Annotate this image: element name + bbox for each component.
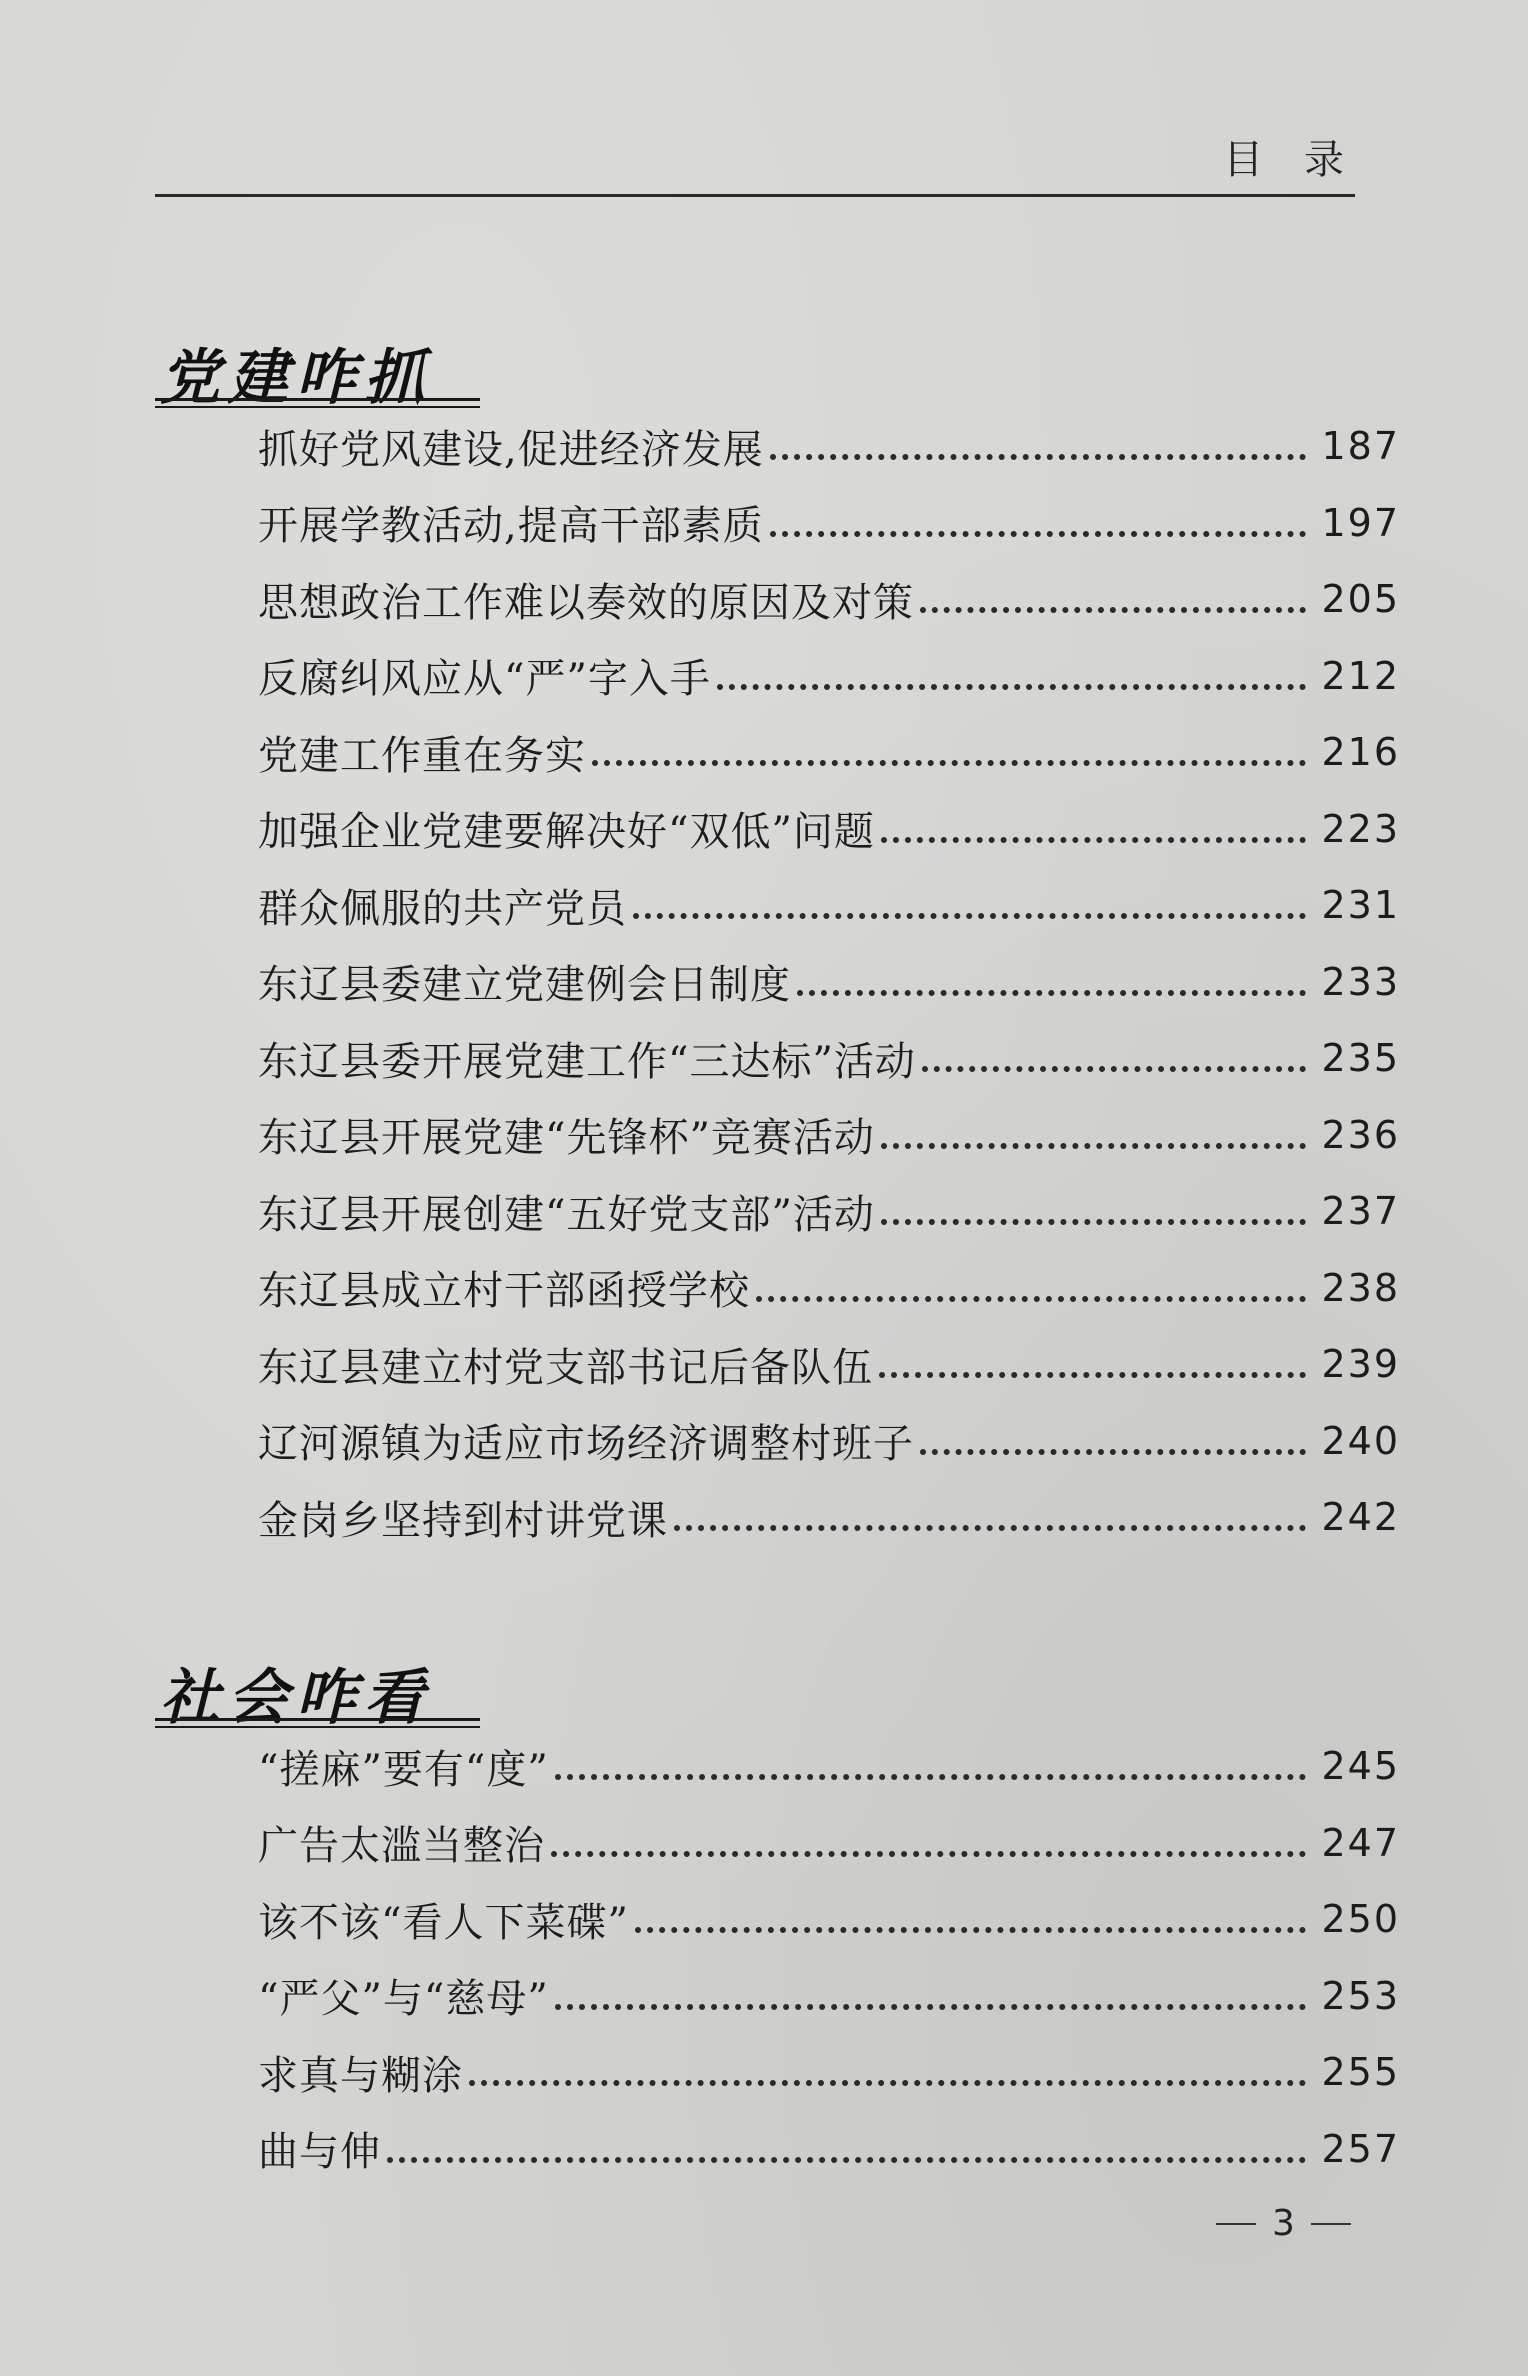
leader-dots — [797, 990, 1306, 996]
entry-title: 辽河源镇为适应市场经济调整村班子 — [258, 1421, 914, 1468]
leader-dots — [770, 454, 1306, 460]
leader-dots — [922, 1066, 1306, 1072]
toc-entry[interactable] — [258, 1097, 1400, 1174]
entry-title: 加强企业党建要解决好“双低”问题 — [258, 809, 875, 856]
folio-dash-left — [1216, 2223, 1256, 2225]
folio-dash-right — [1311, 2223, 1351, 2225]
entry-title: 东辽县委开展党建工作“三达标”活动 — [258, 1038, 916, 1085]
entry-page: 238 — [1321, 1265, 1400, 1310]
entry-title: 金岗乡坚持到村讲党课 — [258, 1497, 668, 1544]
leader-dots — [879, 1372, 1306, 1378]
entry-page: 242 — [1321, 1495, 1400, 1540]
entry-title: 群众佩服的共产党员 — [258, 885, 627, 932]
toc-entry[interactable] — [258, 714, 1400, 791]
entry-page: 212 — [1321, 653, 1400, 698]
toc-entry[interactable] — [258, 1403, 1400, 1480]
entry-page: 255 — [1321, 2050, 1400, 2095]
page-folio — [1200, 2203, 1367, 2244]
entry-title: 思想政治工作难以奏效的原因及对策 — [258, 579, 914, 626]
page-number: 3 — [1272, 2203, 1295, 2244]
leader-dots — [881, 1219, 1306, 1225]
toc-entry[interactable] — [258, 638, 1400, 715]
entry-title: 东辽县成立村干部函授学校 — [258, 1268, 750, 1315]
entry-page: 233 — [1321, 959, 1400, 1004]
leader-dots — [920, 1449, 1306, 1455]
toc-entry[interactable] — [258, 1479, 1400, 1556]
leader-dots — [920, 607, 1306, 613]
leader-dots — [555, 2004, 1306, 2010]
leader-dots — [469, 2080, 1306, 2086]
toc-entry[interactable] — [258, 2034, 1400, 2111]
entry-page: 205 — [1321, 577, 1400, 622]
entry-page: 245 — [1321, 1744, 1400, 1789]
leader-dots — [387, 2157, 1306, 2163]
toc-list-2 — [258, 1728, 1400, 2187]
entry-title: 反腐纠风应从“严”字入手 — [258, 656, 711, 703]
entry-page: 216 — [1321, 730, 1400, 775]
toc-entry[interactable] — [258, 791, 1400, 868]
entry-title: 东辽县开展创建“五好党支部”活动 — [258, 1191, 875, 1238]
entry-title: 曲与伸 — [258, 2129, 381, 2176]
leader-dots — [881, 837, 1306, 843]
leader-dots — [770, 531, 1306, 537]
section-title-1: 党建咋抓 — [160, 343, 432, 413]
entry-title: 东辽县开展党建“先锋杯”竞赛活动 — [258, 1115, 875, 1162]
entry-title: “搓麻”要有“度” — [258, 1746, 549, 1793]
entry-title: 该不该“看人下菜碟” — [258, 1899, 629, 1946]
section-title-2: 社会咋看 — [160, 1663, 432, 1733]
entry-title: “严父”与“慈母” — [258, 1976, 549, 2023]
toc-entry[interactable] — [258, 1326, 1400, 1403]
leader-dots — [674, 1525, 1306, 1531]
leader-dots — [555, 1774, 1306, 1780]
entry-page: 197 — [1321, 500, 1400, 545]
entry-page: 237 — [1321, 1189, 1400, 1234]
entry-title: 广告太滥当整治 — [258, 1823, 545, 1870]
toc-entry[interactable] — [258, 1805, 1400, 1882]
entry-page: 257 — [1321, 2126, 1400, 2171]
entry-title: 开展学教活动,提高干部素质 — [258, 503, 764, 550]
leader-dots — [881, 1143, 1306, 1149]
leader-dots — [756, 1296, 1306, 1302]
toc-entry[interactable] — [258, 1020, 1400, 1097]
entry-title: 东辽县委建立党建例会日制度 — [258, 962, 791, 1009]
toc-entry[interactable] — [258, 944, 1400, 1021]
section-rule-2 — [155, 1718, 480, 1728]
leader-dots — [717, 684, 1306, 690]
toc-entry[interactable] — [258, 1173, 1400, 1250]
toc-entry[interactable] — [258, 1881, 1400, 1958]
toc-entry[interactable] — [258, 1958, 1400, 2035]
leader-dots — [635, 1927, 1306, 1933]
header-rule — [155, 194, 1355, 197]
toc-entry[interactable] — [258, 1250, 1400, 1327]
toc-entry[interactable] — [258, 485, 1400, 562]
leader-dots — [633, 913, 1306, 919]
entry-page: 239 — [1321, 1342, 1400, 1387]
entry-title: 求真与糊涂 — [258, 2052, 463, 2099]
toc-entry[interactable] — [258, 561, 1400, 638]
toc-list-1 — [258, 408, 1400, 1556]
entry-page: 235 — [1321, 1036, 1400, 1081]
entry-page: 231 — [1321, 883, 1400, 928]
entry-page: 250 — [1321, 1897, 1400, 1942]
entry-page: 236 — [1321, 1112, 1400, 1157]
toc-entry[interactable] — [258, 2111, 1400, 2188]
entry-page: 187 — [1321, 424, 1400, 469]
section-rule-1 — [155, 398, 480, 408]
entry-page: 240 — [1321, 1418, 1400, 1463]
toc-entry[interactable] — [258, 1728, 1400, 1805]
entry-title: 抓好党风建设,促进经济发展 — [258, 426, 764, 473]
leader-dots — [592, 760, 1306, 766]
running-head: 目 录 — [1223, 137, 1358, 183]
toc-entry[interactable] — [258, 867, 1400, 944]
entry-page: 223 — [1321, 806, 1400, 851]
leader-dots — [551, 1851, 1306, 1857]
entry-title: 党建工作重在务实 — [258, 732, 586, 779]
entry-title: 东辽县建立村党支部书记后备队伍 — [258, 1344, 873, 1391]
entry-page: 253 — [1321, 1973, 1400, 2018]
toc-entry[interactable] — [258, 408, 1400, 485]
entry-page: 247 — [1321, 1820, 1400, 1865]
